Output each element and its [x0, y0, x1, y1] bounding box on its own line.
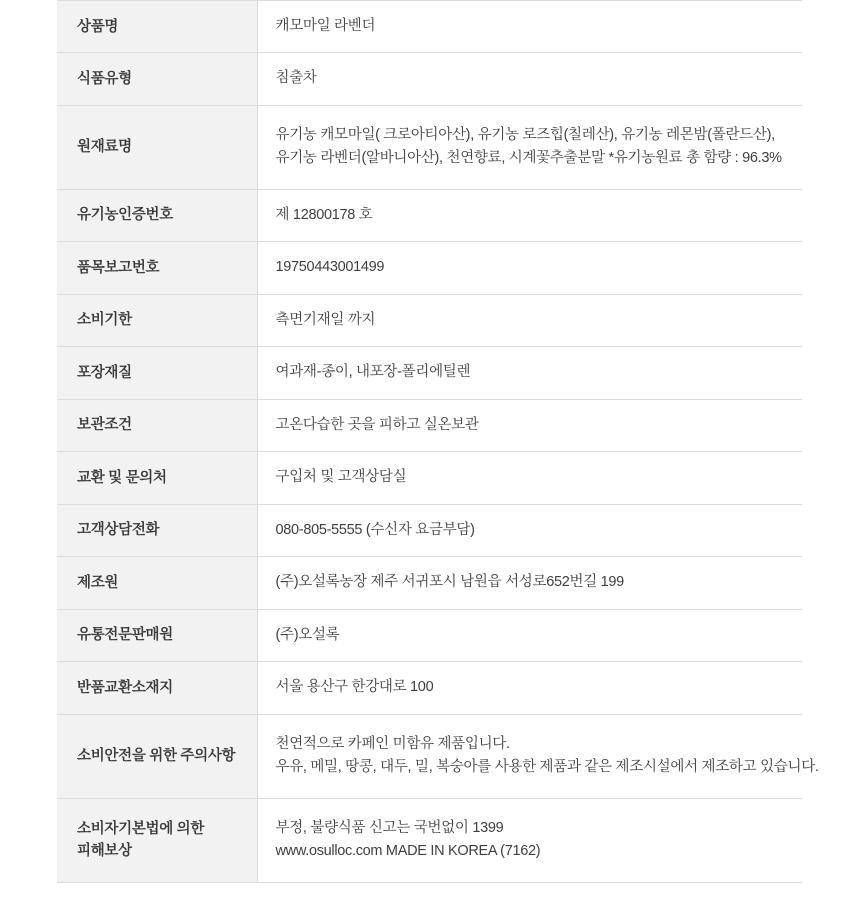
table-body	[57, 1, 819, 883]
row-value-cell	[257, 557, 802, 609]
row-label-line: 교환 및 문의처	[77, 469, 167, 486]
row-value-line: www.osulloc.com MADE IN KOREA (7162)	[275, 843, 541, 860]
row-value-cell	[257, 1, 802, 53]
row-value-line: 여과재-종이, 내포장-폴리에틸렌	[275, 364, 471, 381]
row-value-line: 제 12800178 호	[275, 206, 373, 223]
row-value-line: (주)오설록농장 제주 서귀포시 남원읍 서성로652번길 199	[275, 574, 624, 591]
row-label-line: 원재료명	[77, 139, 132, 156]
row-label-line: 소비자기본법에 의한	[77, 820, 205, 837]
row-label-line: 고객상담전화	[77, 522, 160, 539]
row-value-cell	[257, 662, 802, 714]
row-label-line: 소비기한	[77, 312, 132, 329]
row-value-line: 080-805-5555 (수신자 요금부담)	[275, 521, 475, 538]
row-label-cell	[57, 242, 257, 294]
row-label-cell	[57, 189, 257, 241]
row-value-cell	[257, 242, 802, 294]
row-value-cell	[257, 53, 802, 105]
table-row	[57, 452, 802, 504]
row-label-line: 소비안전을 위한 주의사항	[77, 748, 236, 765]
row-label-cell	[57, 609, 257, 661]
table-row	[57, 189, 802, 241]
row-label-cell	[57, 1, 257, 53]
row-label-cell	[57, 452, 257, 504]
row-label-cell	[57, 714, 257, 798]
table-row	[57, 242, 802, 294]
row-label-cell	[57, 662, 257, 714]
table-row	[57, 105, 802, 189]
table-row	[57, 557, 802, 609]
row-value-line: 천연적으로 카페인 미함유 제품입니다.	[275, 735, 510, 752]
row-label-cell	[57, 504, 257, 556]
row-label-cell	[57, 347, 257, 399]
row-value-cell	[257, 294, 802, 346]
row-value-cell	[257, 189, 802, 241]
table-row	[57, 347, 802, 399]
row-value-cell	[257, 105, 802, 189]
row-value-line: 캐모마일 라벤더	[275, 18, 376, 34]
row-value-line: 부정, 불량식품 신고는 국번없이 1399	[275, 819, 504, 836]
table-row	[57, 662, 802, 714]
table-row	[57, 53, 802, 105]
row-value-line: 유기농 캐모마일( 크로아티아산), 유기농 로즈힙(칠레산), 유기농 레몬밤(폴란드산),	[275, 126, 775, 143]
row-value-line: 침출차	[275, 70, 317, 87]
product-information-table	[57, 0, 819, 883]
row-value-line: 구입처 및 고객상담실	[275, 469, 407, 486]
row-label-cell	[57, 399, 257, 451]
row-value-line: 고온다습한 곳을 피하고 실온보관	[275, 416, 479, 433]
row-label-cell	[57, 557, 257, 609]
table-row	[57, 609, 802, 661]
row-label-line: 유통전문판매원	[77, 627, 173, 644]
row-label-cell	[57, 105, 257, 189]
row-label-line: 제조원	[77, 574, 119, 591]
row-value-line: 유기농 라벤더(알바니아산), 천연향료, 시계꽃추출분말 *유기농원료 총 함량 : 96.3%	[275, 150, 782, 167]
row-label-line: 식품유형	[77, 70, 132, 87]
row-label-line: 품목보고번호	[77, 259, 160, 276]
row-value-line: (주)오설록	[275, 626, 340, 643]
row-value-cell	[257, 399, 802, 451]
row-label-line: 보관조건	[77, 417, 132, 434]
row-value-line: 측면기재일 까지	[275, 311, 376, 328]
row-value-line: 우유, 메밀, 땅콩, 대두, 밀, 복숭아를 사용한 제품과 같은 제조시설에서 제조하고 있습니다.	[275, 759, 819, 776]
row-value-cell	[257, 714, 819, 798]
row-value-cell	[257, 798, 802, 882]
table-row	[57, 1, 802, 53]
row-label-cell	[57, 53, 257, 105]
table-row	[57, 798, 802, 882]
row-label-line: 피해보상	[77, 843, 132, 860]
row-value-cell	[257, 452, 802, 504]
table-row	[57, 714, 802, 798]
row-value-cell	[257, 609, 802, 661]
row-label-line: 유기농인증번호	[77, 207, 173, 224]
row-label-line: 포장재질	[77, 364, 132, 381]
row-label-cell	[57, 798, 257, 882]
table-row	[57, 399, 802, 451]
row-value-line: 서울 용산구 한강대로 100	[275, 679, 434, 696]
table-row	[57, 294, 802, 346]
table-row	[57, 504, 802, 556]
row-value-line: 19750443001499	[275, 259, 385, 276]
row-label-line: 반품교환소재지	[77, 679, 173, 696]
row-value-cell	[257, 504, 802, 556]
row-label-cell	[57, 294, 257, 346]
row-label-line: 상품명	[77, 18, 119, 35]
row-value-cell	[257, 347, 802, 399]
